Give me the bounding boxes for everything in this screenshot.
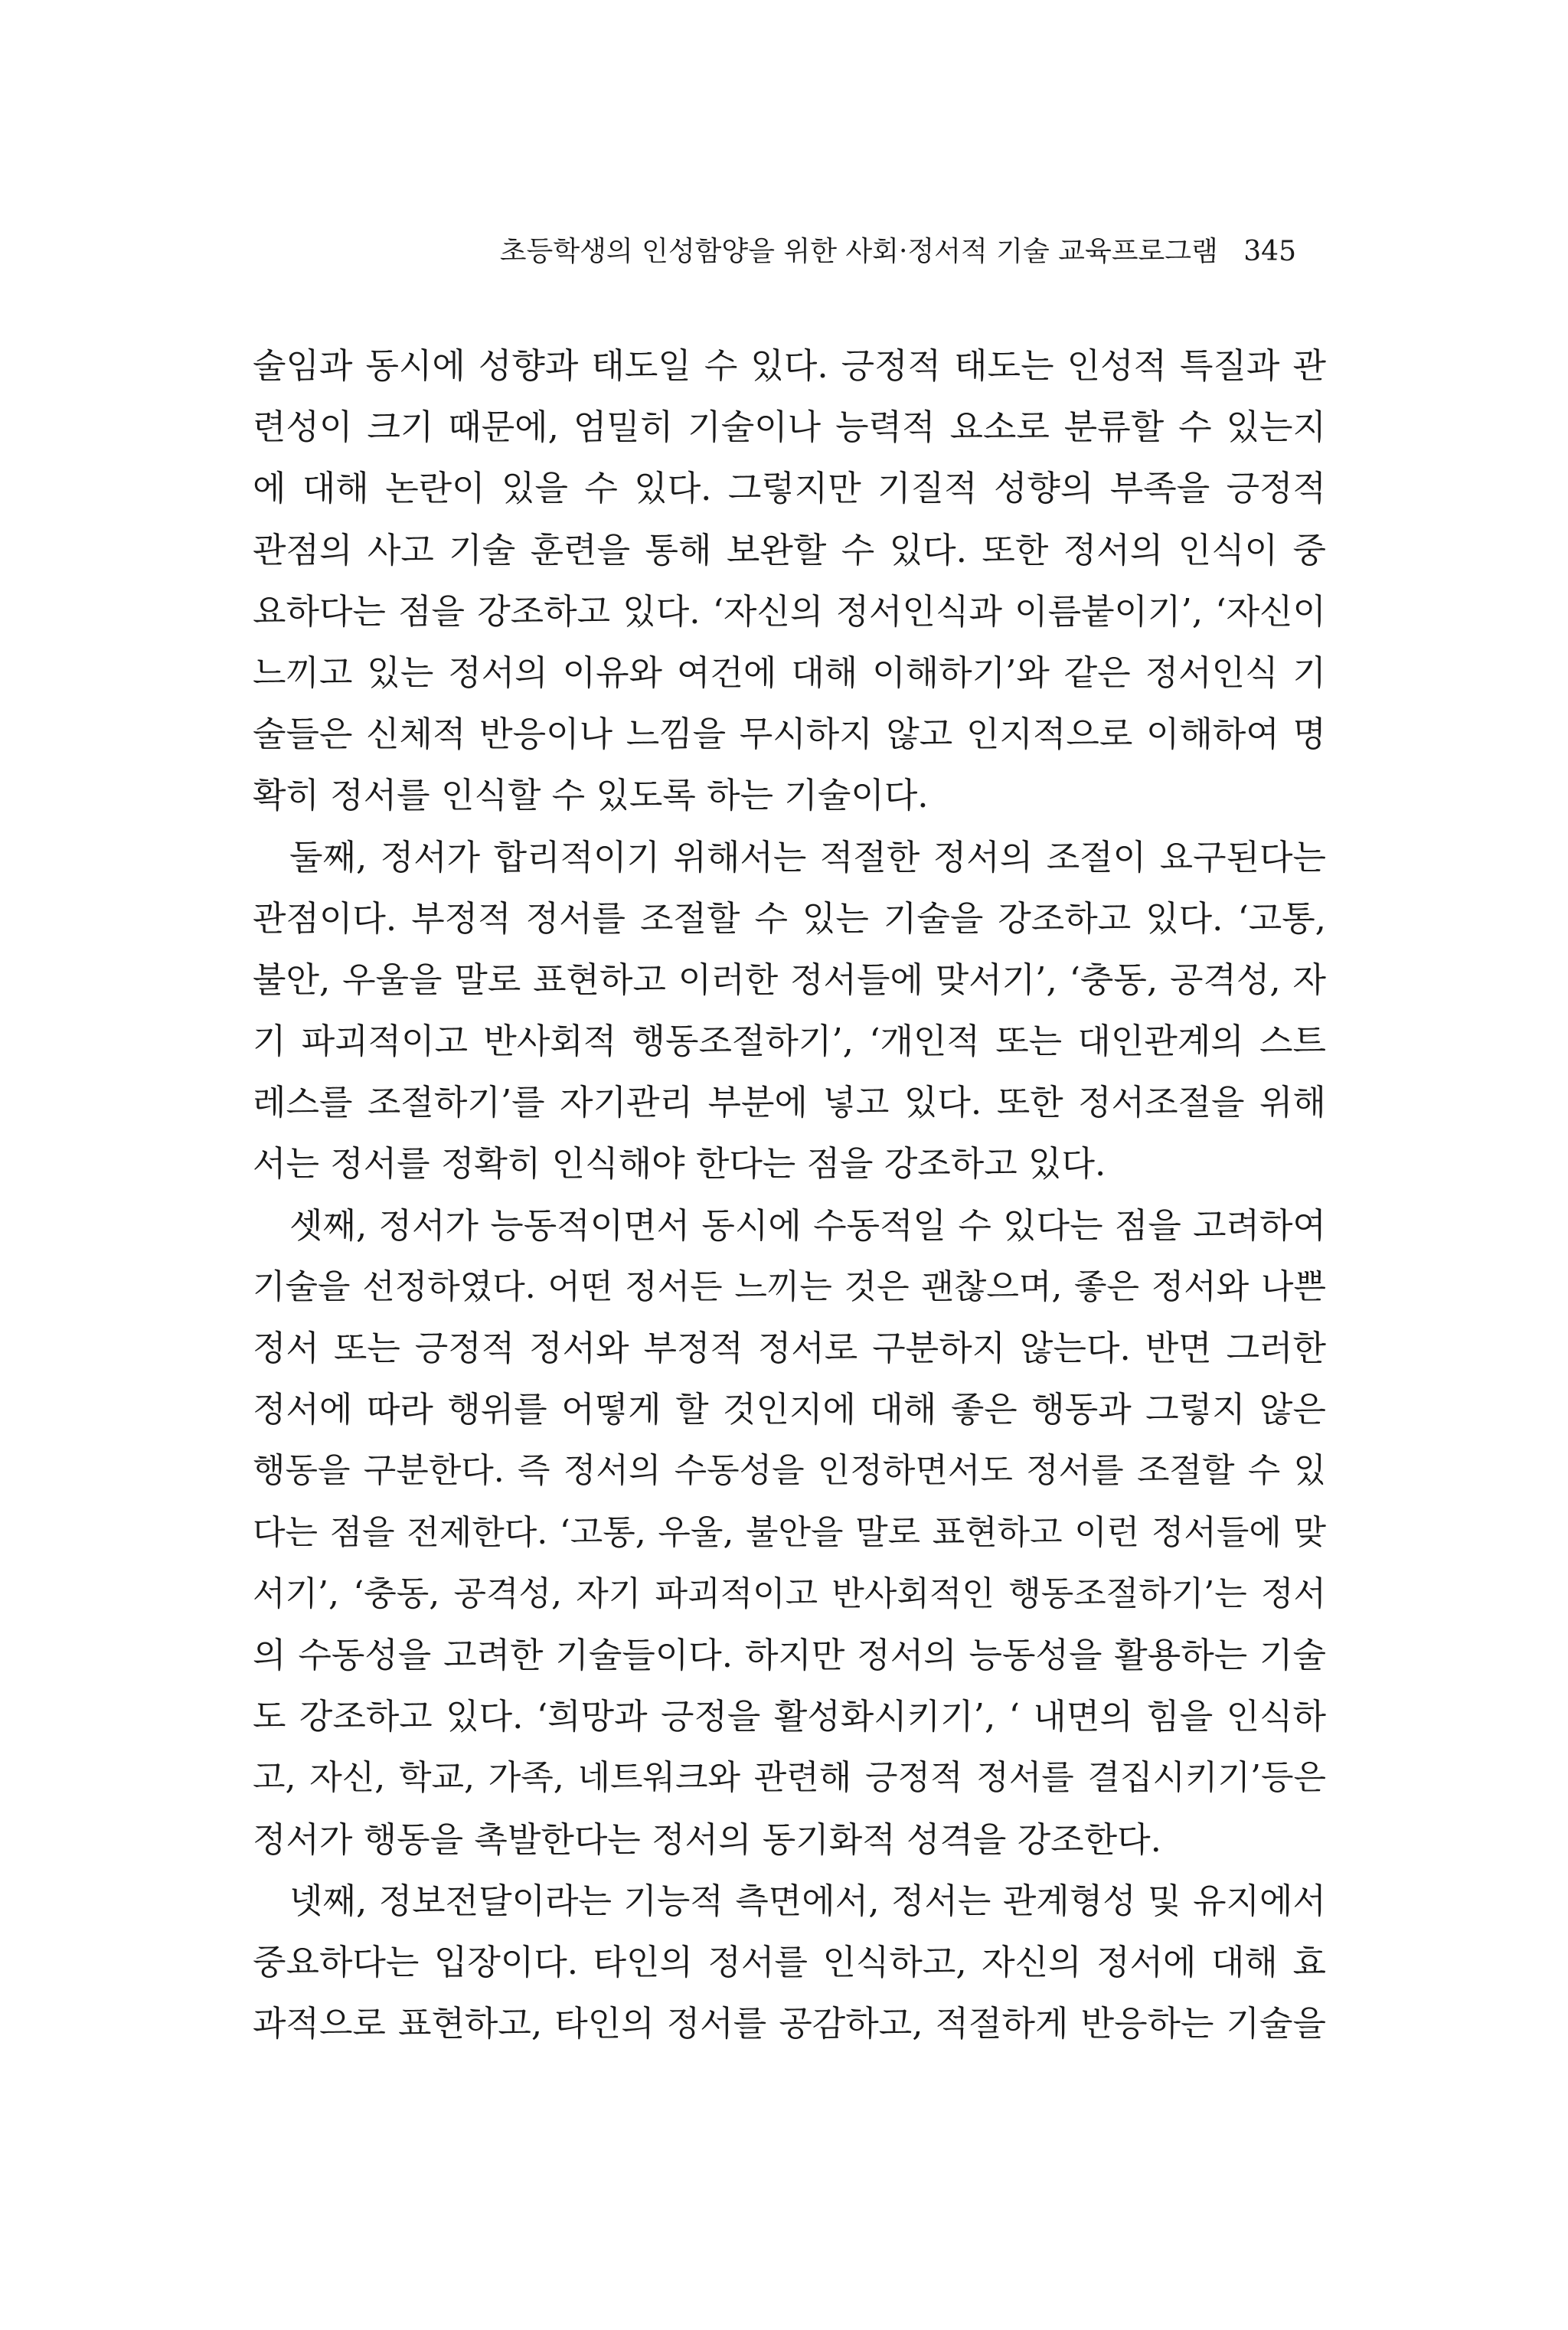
text-line: 불안, 우울을 말로 표현하고 이러한 정서들에 맞서기’, ‘충동, 공격성, 자 [253, 959, 1326, 1000]
text-line: 과적으로 표현하고, 타인의 정서를 공감하고, 적절하게 반응하는 기술을 [253, 2003, 1326, 2044]
text-line: 서는 정서를 정확히 인식해야 한다는 점을 강조하고 있다. [253, 1143, 1106, 1185]
text-line: 정서가 행동을 촉발한다는 정서의 동기화적 성격을 강조한다. [253, 1819, 1161, 1860]
text-line: 다는 점을 전제한다. ‘고통, 우울, 불안을 말로 표현하고 이런 정서들에 맞 [253, 1512, 1326, 1552]
text-line: 중요하다는 입장이다. 타인의 정서를 인식하고, 자신의 정서에 대해 효 [253, 1941, 1326, 1982]
text-line: 술임과 동시에 성향과 태도일 수 있다. 긍정적 태도는 인성적 특질과 관 [253, 345, 1326, 386]
text-line: 련성이 크기 때문에, 엄밀히 기술이나 능력적 요소로 분류할 수 있는지 [253, 407, 1326, 448]
body-text [253, 335, 1326, 2054]
paragraph-start-line: 셋째, 정서가 능동적이면서 동시에 수동적일 수 있다는 점을 고려하여 [289, 1204, 1326, 1246]
text-line: 고, 자신, 학교, 가족, 네트워크와 관련해 긍정적 정서를 결집시키기’등은 [253, 1758, 1326, 1798]
text-line: 기술을 선정하였다. 어떤 정서든 느끼는 것은 괜찮으며, 좋은 정서와 나쁜 [253, 1266, 1326, 1306]
paragraph-start-line: 둘째, 정서가 합리적이기 위해서는 적절한 정서의 조절이 요구된다는 [289, 836, 1326, 877]
text-line: 서기’, ‘충동, 공격성, 자기 파괴적이고 반사회적인 행동조절하기’는 정서 [253, 1573, 1326, 1613]
text-line: 확히 정서를 인식할 수 있도록 하는 기술이다. [253, 775, 929, 816]
text-line: 관점이다. 부정적 정서를 조절할 수 있는 기술을 강조하고 있다. ‘고통, [253, 897, 1326, 939]
text-line: 도 강조하고 있다. ‘희망과 긍정을 활성화시키기’, ‘ 내면의 힘을 인식하 [253, 1696, 1326, 1737]
text-line: 술들은 신체적 반응이나 느낌을 무시하지 않고 인지적으로 이해하여 명 [253, 714, 1326, 755]
text-line: 레스를 조절하기’를 자기관리 부분에 넣고 있다. 또한 정서조절을 위해 [253, 1082, 1326, 1123]
page-number: 345 [1243, 236, 1296, 267]
text-line: 행동을 구분한다. 즉 정서의 수동성을 인정하면서도 정서를 조절할 수 있 [253, 1451, 1326, 1491]
running-header [500, 230, 1296, 269]
paragraph-start-line: 넷째, 정보전달이라는 기능적 측면에서, 정서는 관계형성 및 유지에서 [289, 1880, 1326, 1921]
text-line: 느끼고 있는 정서의 이유와 여건에 대해 이해하기’와 같은 정서인식 기 [253, 652, 1326, 693]
running-title: 초등학생의 인성함양을 위한 사회·정서적 기술 교육프로그램 [499, 236, 1218, 267]
text-line: 정서에 따라 행위를 어떻게 할 것인지에 대해 좋은 행동과 그렇지 않은 [253, 1389, 1326, 1430]
text-line: 정서 또는 긍정적 정서와 부정적 정서로 구분하지 않는다. 반면 그러한 [253, 1328, 1326, 1368]
text-line: 관점의 사고 기술 훈련을 통해 보완할 수 있다. 또한 정서의 인식이 중 [253, 529, 1326, 570]
text-line: 요하다는 점을 강조하고 있다. ‘자신의 정서인식과 이름붙이기’, ‘자신이 [253, 590, 1326, 632]
text-line: 의 수동성을 고려한 기술들이다. 하지만 정서의 능동성을 활용하는 기술 [253, 1634, 1326, 1675]
text-line: 에 대해 논란이 있을 수 있다. 그렇지만 기질적 성향의 부족을 긍정적 [253, 468, 1326, 509]
text-line: 기 파괴적이고 반사회적 행동조절하기’, ‘개인적 또는 대인관계의 스트 [253, 1021, 1326, 1062]
